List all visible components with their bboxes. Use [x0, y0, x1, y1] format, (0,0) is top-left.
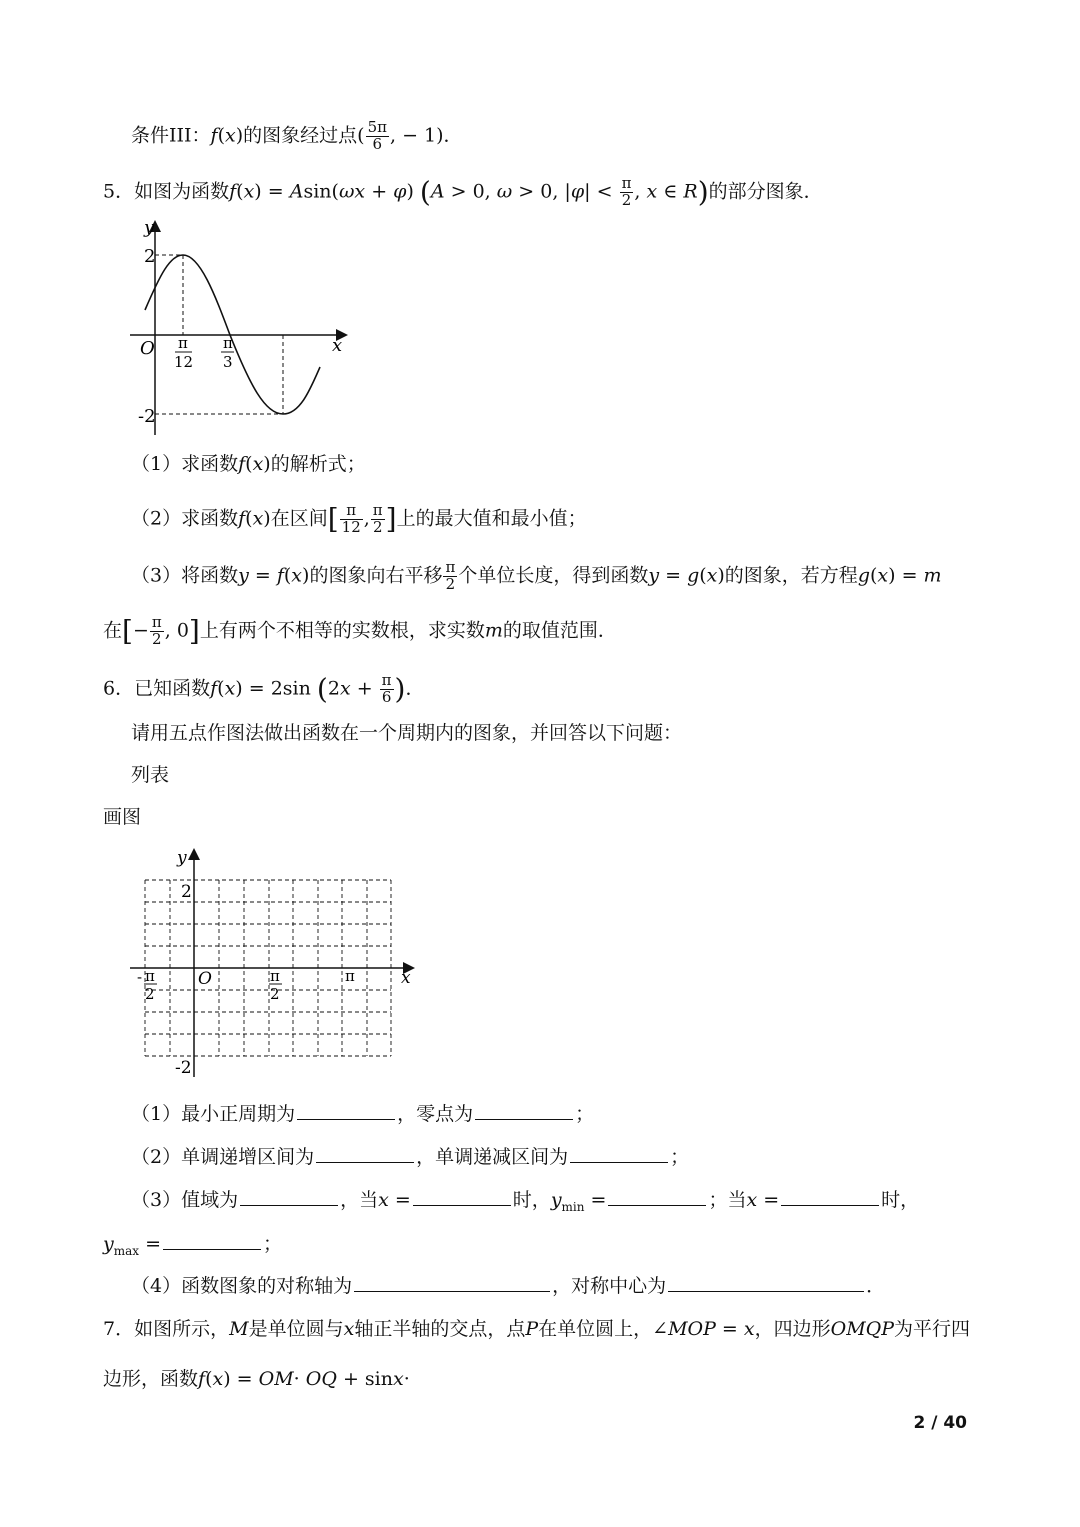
x-axis-label: x	[332, 335, 343, 356]
problem-5-q3-line2: 在[− $\frac{\pi}{2}$ , 0]上有两个不相等的实数根，求实数m的取值范围．	[103, 613, 617, 648]
problem-5-q3-line1: （3）将函数y = f(x)的图象向右平移 $\frac{\pi}{2}$ 个单位长度，得到函数y = g(x)的图象，若方程g(x) = m	[131, 558, 942, 593]
problem-6-table-label: 列表	[131, 764, 170, 786]
tick-pi-12-den: 12	[174, 353, 194, 371]
origin-label: O	[140, 338, 155, 359]
tick-neg-half-sign: -	[137, 968, 143, 986]
problem-5-graph	[120, 215, 360, 440]
answer-blank[interactable]	[316, 1161, 414, 1163]
tick-half-num: π	[270, 967, 280, 985]
tick-neg-half-den: 2	[145, 985, 155, 1003]
answer-blank[interactable]	[413, 1204, 511, 1206]
answer-blank[interactable]	[570, 1161, 668, 1163]
answer-blank[interactable]	[163, 1248, 261, 1250]
problem-6-q3-line2: $y_{max}$ = ；	[103, 1233, 283, 1258]
y-axis-label: y	[144, 217, 155, 238]
problem-6-q1: （1）最小正周期为 ，零点为 ；	[131, 1103, 595, 1125]
answer-blank[interactable]	[781, 1204, 879, 1206]
answer-blank[interactable]	[240, 1204, 338, 1206]
problem-6-q4: （4）函数图象的对称轴为 ，对称中心为 ．	[131, 1275, 886, 1297]
tick-neg-half-num: π	[145, 967, 155, 985]
y-top-label: 2	[181, 882, 192, 902]
problem-6-grid	[125, 845, 420, 1085]
problem-7-line1: 7．如图所示，M是单位圆与x轴正半轴的交点，点P在单位圆上，∠MOP = x，四边形OMQP为平行四	[103, 1318, 971, 1340]
page-number: 2 / 40	[913, 1413, 967, 1433]
x-axis-label: x	[401, 968, 411, 988]
problem-6-draw-label: 画图	[103, 806, 142, 828]
problem-5-q1: （1）求函数f(x)的解析式；	[131, 453, 366, 475]
tick-pi-3-den: 3	[223, 353, 233, 371]
tick-pi-3-num: π	[223, 334, 233, 352]
problem-6-instruction: 请用五点作图法做出函数在一个周期内的图象，并回答以下问题：	[131, 722, 683, 744]
y-bottom-label: -2	[175, 1058, 192, 1078]
problem-5-q2: （2）求函数f(x)在区间[ $\frac{\pi}{12}$ , $\frac{\pi}{2}$ ]上的最大值和最小值；	[131, 501, 587, 536]
answer-blank[interactable]	[354, 1290, 550, 1292]
y-max-label: 2	[144, 246, 156, 267]
condition-3: 条件III：f(x)的图象经过点( $\frac{5\pi}{6}$ , − 1)．	[131, 118, 463, 153]
answer-blank[interactable]	[668, 1290, 864, 1292]
origin-label: O	[198, 969, 212, 989]
y-axis-label: y	[177, 848, 187, 868]
tick-half-den: 2	[270, 985, 280, 1003]
y-min-label: -2	[138, 406, 156, 427]
problem-6-q2: （2）单调递增区间为 ，单调递减区间为 ；	[131, 1146, 690, 1168]
problem-7-line2: 边形，函数f(x) = OM· OQ + sinx·	[103, 1368, 410, 1390]
answer-blank[interactable]	[475, 1118, 573, 1120]
answer-blank[interactable]	[608, 1204, 706, 1206]
answer-blank[interactable]	[297, 1118, 395, 1120]
problem-6-stem: 6．已知函数f(x) = 2sin (2x + $\frac{\pi}{6}$ )．	[103, 671, 425, 706]
tick-pi-12-num: π	[178, 334, 188, 352]
problem-6-q3-line1: （3）值域为 ，当x = 时，$y_{min}$ = ；当x = 时，	[131, 1189, 920, 1214]
tick-pi: π	[345, 967, 355, 985]
problem-5-stem: 5．如图为函数f(x) = Asin(ωx + φ) (A > 0, ω > 0, |φ| < $\frac{\pi}{2}$ , x ∈ R)的部分图象．	[103, 174, 823, 209]
